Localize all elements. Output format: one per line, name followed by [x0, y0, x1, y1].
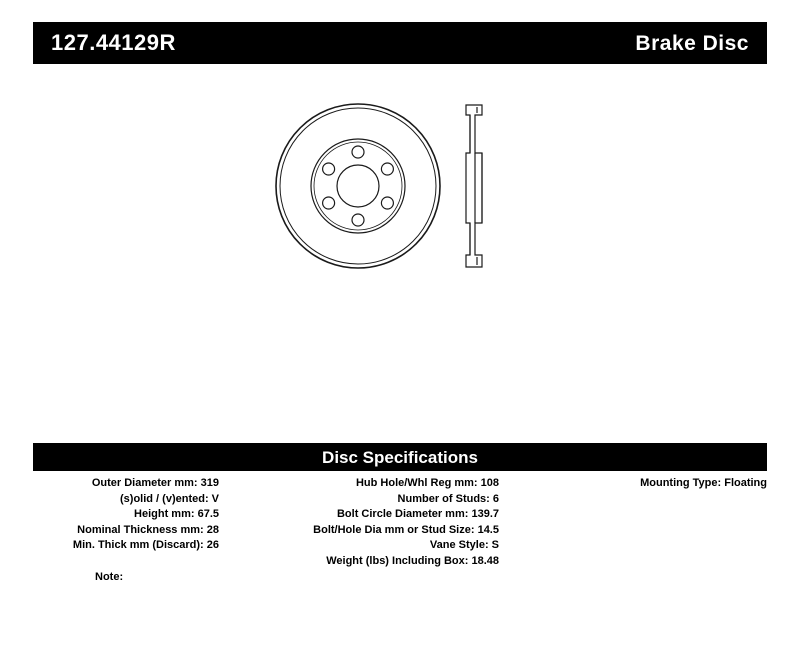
spec-item: Height mm: 67.5	[134, 508, 219, 520]
specs-heading-label: Disc Specifications	[322, 447, 478, 467]
spec-item: Mounting Type: Floating	[640, 477, 767, 489]
specs-heading-bar	[33, 443, 767, 471]
spec-item: Weight (lbs) Including Box: 18.48	[326, 554, 499, 567]
spec-item: Outer Diameter mm: 319	[91, 477, 219, 489]
spec-item: Nominal Thickness mm: 28	[77, 523, 219, 536]
spec-item: Bolt/Hole Dia mm or Stud Size: 14.5	[313, 523, 499, 536]
spec-item: Min. Thick mm (Discard): 26	[72, 539, 219, 551]
spec-item: Number of Studs: 6	[397, 492, 499, 505]
header-bar	[33, 22, 767, 64]
note-label: Note:	[95, 571, 124, 583]
specs-column-right	[525, 476, 767, 492]
page-title: Brake Disc	[635, 31, 749, 55]
spec-item: Bolt Circle Diameter mm: 139.7	[336, 508, 499, 520]
rotor-face-view	[276, 104, 440, 268]
spec-item: Hub Hole/Whl Reg mm: 108	[355, 477, 499, 489]
spec-item: (s)olid / (v)ented: V	[120, 492, 219, 505]
rotor-drawing	[270, 95, 530, 285]
spec-item: Vane Style: S	[429, 539, 499, 551]
specs-column-left	[33, 476, 219, 554]
specs-column-middle	[249, 476, 499, 569]
rotor-edge-view	[466, 105, 482, 267]
part-number: 127.44129R	[51, 30, 176, 55]
